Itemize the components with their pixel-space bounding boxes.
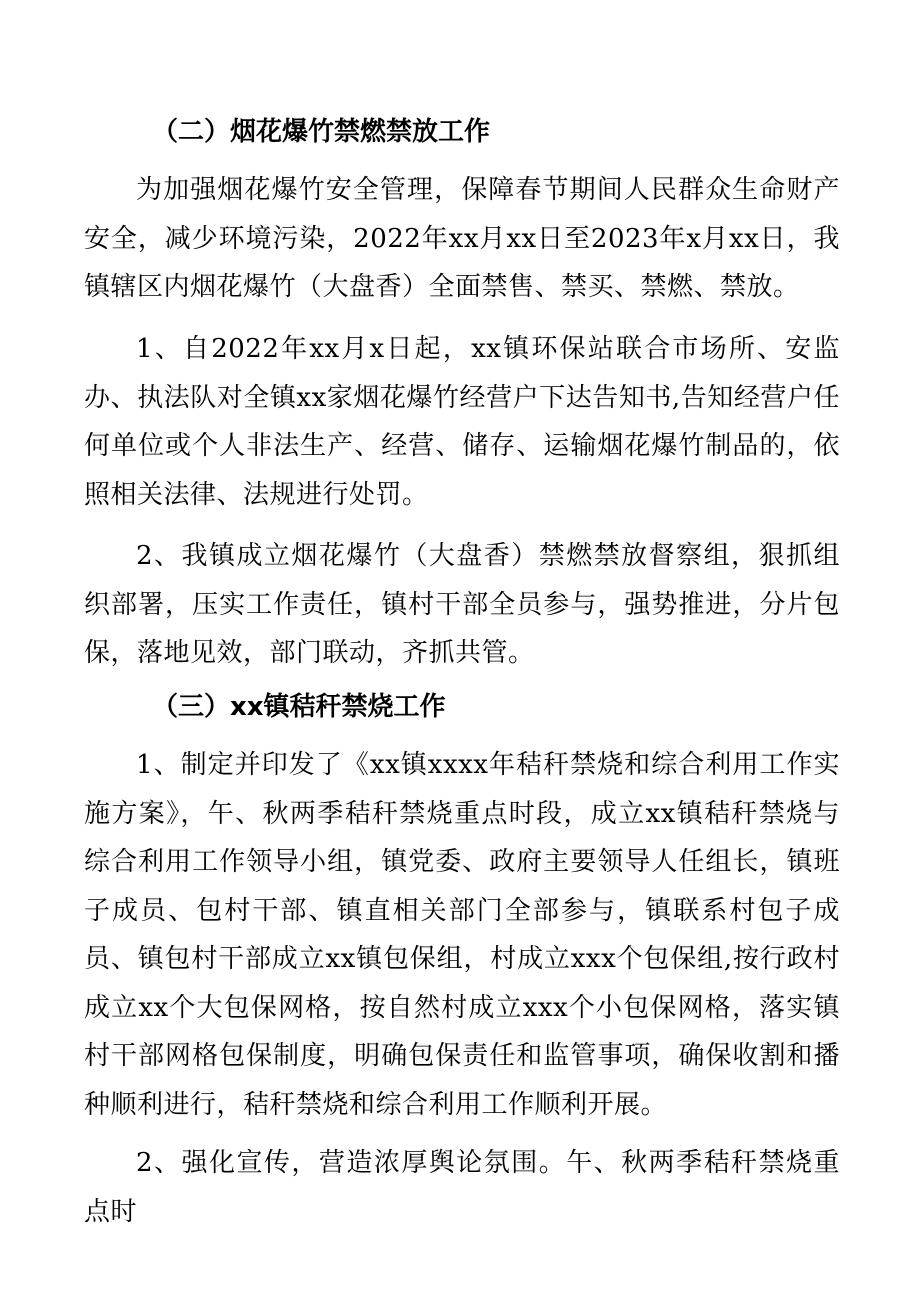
section-heading-fireworks: （二）烟花爆竹禁燃禁放工作: [152, 117, 491, 147]
paragraph-fireworks-item-2: 2、我镇成立烟花爆竹（大盘香）禁燃禁放督察组，狠抓组织部署，压实工作责任，镇村干部全员参与，强势推进，分片包保，落地见效，部门联动，齐抓共管。: [84, 541, 840, 668]
paragraph-fireworks-item-1: 1、自2022年xx月x日起，xx镇环保站联合市场所、安监办、执法队对全镇xx家烟花爆竹经营户下达告知书,告知经营户任何单位或个人非法生产、经营、储存、运输烟花爆竹制品的，依照相关法律、法规进行处罚。: [84, 334, 840, 510]
paragraph-straw-item-1: 1、制定并印发了《xx镇xxxx年秸秆禁烧和综合利用工作实施方案》，午、秋两季秸秆禁烧重点时段，成立xx镇秸秆禁烧与综合利用工作领导小组，镇党委、政府主要领导人任组长，镇班子成员、包村干部、镇直相关部门全部参与，镇联系村包子成员、镇包村干部成立xx镇包保组，村成立xxx个包保组,按行政村成立xx个大包保网格，按自然村成立xxx个小包保网格，落实镇村干部网格包保制度，明确包保责任和监管事项，确保收割和播种顺利进行，秸秆禁烧和综合利用工作顺利开展。: [84, 750, 840, 1120]
paragraph-straw-item-2: 2、强化宣传，营造浓厚舆论氛围。午、秋两季秸秆禁烧重点时: [84, 1148, 840, 1227]
section-heading-straw-burning: （三）xx镇秸秆禁烧工作: [152, 692, 446, 722]
paragraph-fireworks-intro: 为加强烟花爆竹安全管理，保障春节期间人民群众生命财产安全，减少环境污染，2022年xx月xx日至2023年x月xx日，我镇辖区内烟花爆竹（大盘香）全面禁售、禁买、禁燃、禁放。: [84, 175, 840, 302]
